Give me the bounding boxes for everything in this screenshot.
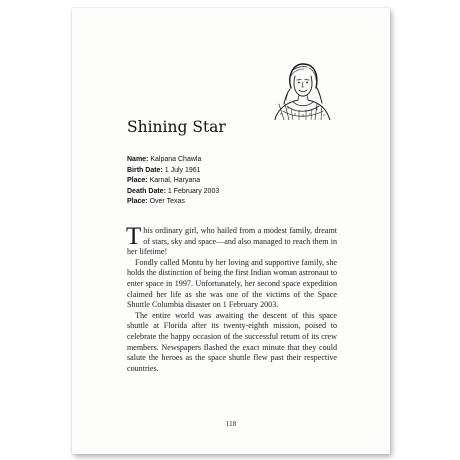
fact-value: Kalpana Chawla	[150, 156, 202, 163]
fact-value: Over Texas	[149, 198, 185, 206]
fact-label: Place:	[127, 177, 148, 185]
fact-name	[127, 155, 357, 166]
paragraph-text: his ordinary girl, who hailed from a modest family, dreamt of stars, sky and space—and also managed to reach them in her lifetime!	[127, 226, 337, 257]
fact-list	[127, 155, 357, 208]
paragraph-3: The entire world was awaiting the descent of this space shuttle at Florida after its twenty-eighth mission, poised to celebrate the happy occasion of the successful return of its crew members. Newspapers flashed the exact minute that they could salute the heroes as the space shuttle flew past their respective countries.	[127, 310, 337, 373]
paragraph-2: Fondly called Montu by her loving and supportive family, she holds the distinction of being the first Indian woman astronaut to enter space in 1997. Unfortunately, her second space expedition claimed her life as she was one of the victims of the Space Shuttle Columbia disaster on 1 February 2003.	[127, 257, 337, 310]
fact-value: 1 February 2003	[167, 187, 220, 195]
paragraph-1	[126, 223, 337, 258]
body-text	[126, 223, 337, 374]
fact-label: Place:	[127, 198, 148, 206]
page-number: 118	[225, 420, 237, 428]
book-page	[72, 8, 390, 454]
drop-cap: T	[126, 223, 142, 250]
fact-label: Death Date:	[127, 187, 166, 195]
portrait-sketch-icon	[269, 58, 335, 120]
fact-label: Birth Date:	[127, 166, 163, 174]
fact-death-place	[127, 197, 357, 208]
fact-birth-place	[127, 176, 357, 187]
fact-death-date	[127, 187, 357, 198]
fact-value: Karnal, Haryana	[149, 177, 201, 185]
chapter-title: Shining Star	[127, 118, 226, 136]
fact-value: 1 July 1961	[164, 166, 201, 174]
fact-label: Name:	[127, 156, 149, 163]
fact-birth-date	[127, 166, 357, 177]
